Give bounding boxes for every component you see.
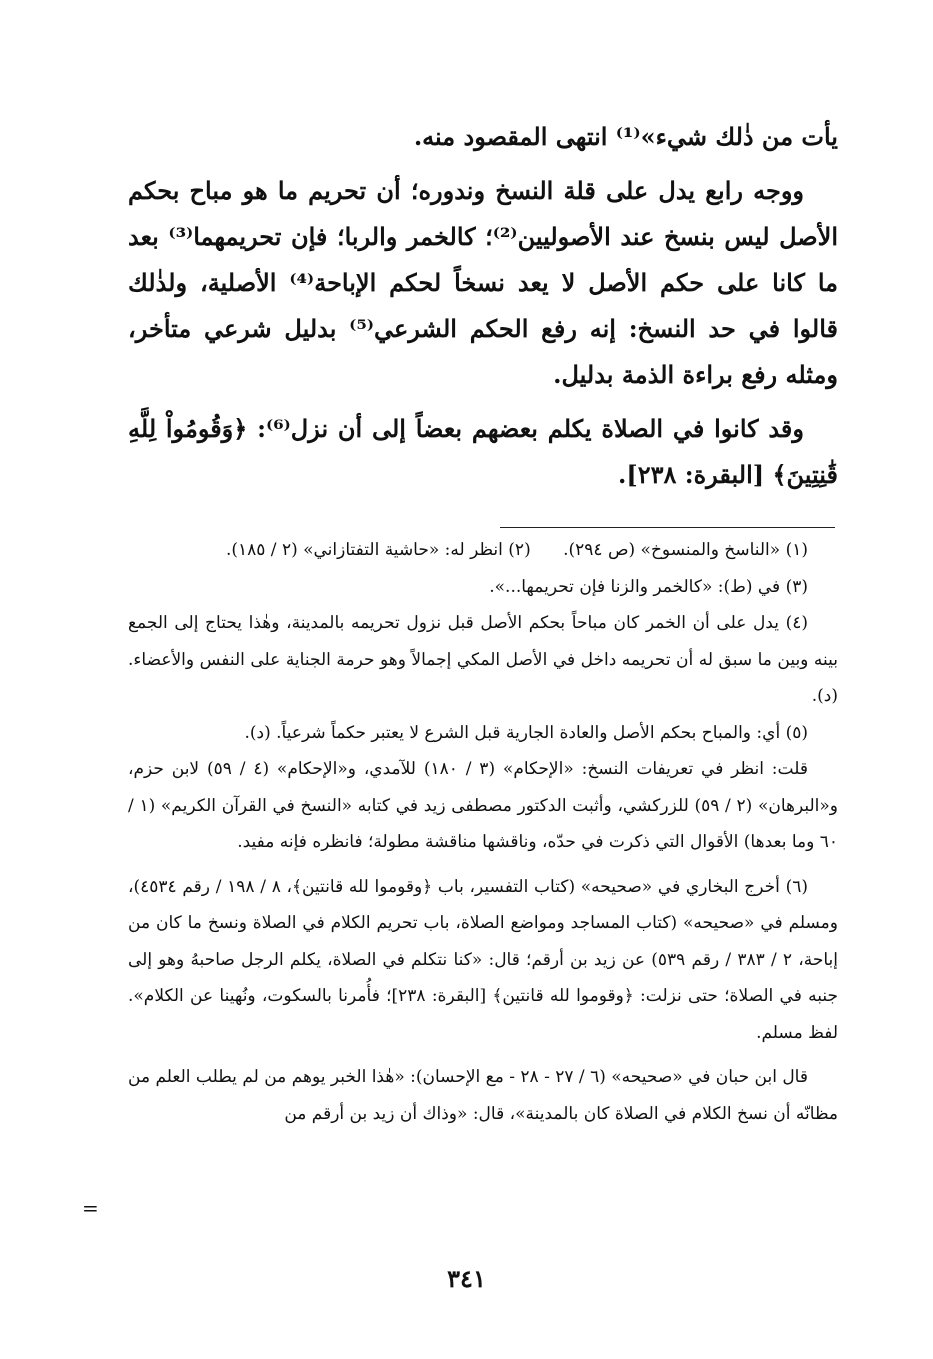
footnote-separator [500,527,835,528]
footnote-4: (٤) يدل على أن الخمر كان مباحاً بحكم الأصل قبل نزول تحريمه بالمدينة، وهٰذا يحتاج إلى الجمع بينه وبين ما سبق له أن تحريمه داخل في الأصل المكي إجمالاً وهو حرمة الجناية على النفس والأعضاء. (د). [128,613,838,706]
footnotes [128,532,838,1132]
footnote-5-note: قلت: انظر في تعريفات النسخ: «الإحكام» (٣ / ١٨٠) للآمدي، و«الإحكام» (٤ / ٥٩) لابن حزم، و«البرهان» (٢ / ٥٩) للزركشي، وأثبت الدكتور مصطفى زيد في كتابه «النسخ في القرآن الكريم» (١ / ٦٠ وما بعدها) الأقوال التي ذكرت في حدّه، وناقشها مناقشة مطولة؛ فانظره فإنه مفيد. [128,759,839,852]
footnote-5: (٥) أي: والمباح بحكم الأصل والعادة الجارية قبل الشرع لا يعتبر حكماً شرعياً. (د). [244,722,808,743]
footnote-3: (٣) في (ط): «كالخمر والزنا فإن تحريمها...». [489,576,808,597]
paragraph-1: يأت من ذٰلك شيء»⁽¹⁾ انتهى المقصود منه. [413,122,838,151]
main-text [128,114,838,498]
paragraph-3: وقد كانوا في الصلاة يكلم بعضهم بعضاً إلى أن نزل⁽⁶⁾: ﴿وَقُومُواْ لِلَّهِ قَٰنِتِينَ﴾ [البقرة: ٢٣٨]. [128,414,838,489]
footnote-1-2: (١) «الناسخ والمنسوخ» (ص ٢٩٤). (٢) انظر له: «حاشية التفتازاني» (٢ / ١٨٥). [225,540,808,560]
continuation-mark: = [82,1196,99,1220]
page-number: ٣٤١ [447,1264,486,1293]
paragraph-2: ووجه رابع يدل على قلة النسخ وندوره؛ أن تحريم ما هو مباح بحكم الأصل ليس بنسخ عند الأصوليين⁽²⁾؛ كالخمر والربا؛ فإن تحريمهما⁽³⁾ بعد ما كانا على حكم الأصل لا يعد نسخاً لحكم الإباحة⁽⁴⁾ الأصلية، ولذٰلك قالوا في حد النسخ: إنه رفع الحكم الشرعي⁽⁵⁾ بدليل شرعي متأخر، ومثله رفع براءة الذمة بدليل. [128,176,839,389]
footnote-6-ibn-hibban: قال ابن حبان في «صحيحه» (٦ / ٢٧ - ٢٨ - مع الإحسان): «هٰذا الخبر يوهم من لم يطلب العلم من مظانّه أن نسخ الكلام في الصلاة كان بالمدينة»، قال: «وذاك أن زيد بن أرقم من [128,1067,838,1124]
footnote-6: (٦) أخرج البخاري في «صحيحه» (كتاب التفسير، باب ﴿وقوموا لله قانتين﴾، ٨ / ١٩٨ / رقم ٤٥٣٤)، ومسلم في «صحيحه» (كتاب المساجد ومواضع الصلاة، باب تحريم الكلام في الصلاة ونسخ ما كان من إباحة، ٢ / ٣٨٣ / رقم ٥٣٩) عن زيد بن أرقم؛ قال: «كنا نتكلم في الصلاة، يكلم الرجل صاحبهُ وهو إلى جنبه في الصلاة؛ حتى نزلت: ﴿وقوموا لله قانتين﴾ [البقرة: ٢٣٨]؛ فأُمرنا بالسكوت، ونُهينا عن الكلام». لفظ مسلم. [128,876,838,1043]
